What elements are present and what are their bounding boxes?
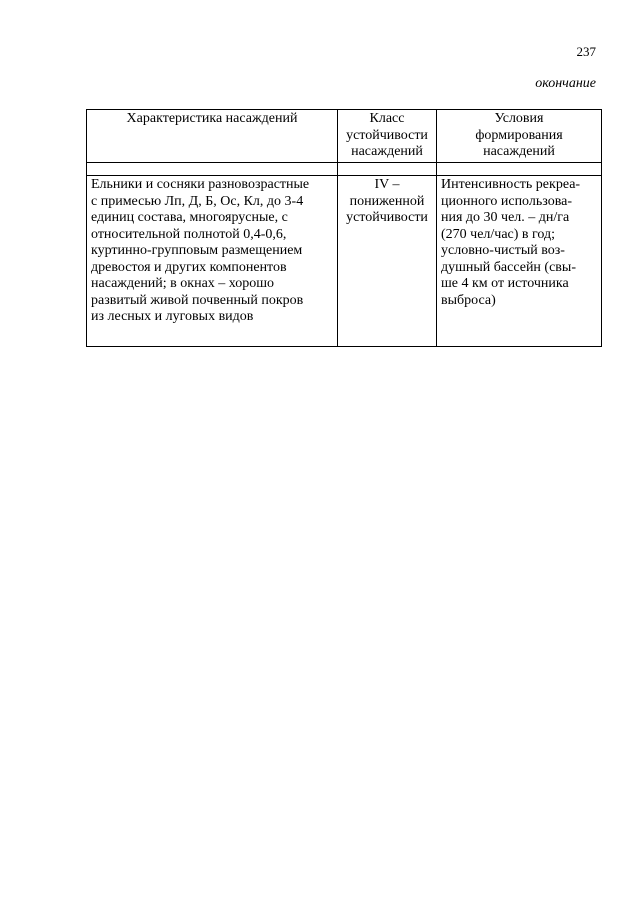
cell-line: устойчивости [346, 210, 428, 225]
cell-line: с примесью Лп, Д, Б, Ос, Кл, до 3-4 [91, 193, 304, 209]
table-spacer-row [87, 163, 602, 176]
cell-characteristic [87, 176, 338, 347]
header-line: формирования [475, 127, 563, 143]
cell-line: Ельники и сосняки разновозрастные [91, 177, 310, 192]
header-line: Характеристика насаждений [126, 111, 298, 126]
cell-line: куртинно-групповым размещением [91, 243, 303, 258]
cell-conditions [437, 176, 602, 347]
header-line: насаждений [483, 144, 555, 159]
header-characteristic [87, 110, 338, 163]
page-number: 237 [576, 44, 596, 59]
header-line: Условия [494, 111, 544, 126]
header-conditions [437, 110, 602, 163]
cell-line: древостоя и других компонентов [91, 259, 287, 275]
cell-line: из лесных и луговых видов [91, 309, 254, 324]
cell-line: пониженной [349, 193, 425, 209]
cell-line: выброса) [441, 292, 496, 308]
spacer-cell [338, 163, 437, 176]
cell-line: условно-чистый воз- [441, 243, 565, 258]
cell-stability-class [338, 176, 437, 347]
cell-line: Интенсивность рекреа- [441, 177, 581, 192]
header-stability-class [338, 110, 437, 163]
spacer-cell [437, 163, 602, 176]
table-header-row [87, 110, 602, 163]
continuation-label: окончание [535, 76, 596, 91]
spacer-cell [87, 163, 338, 176]
header-line: насаждений [351, 144, 423, 159]
cell-line: развитый живой почвенный покров [91, 292, 304, 308]
cell-line: относительной полнотой 0,4-0,6, [91, 226, 287, 242]
stability-table [86, 109, 602, 347]
header-line: Класс [369, 111, 405, 126]
cell-line: насаждений; в окнах – хорошо [91, 276, 275, 291]
cell-line: ционного использова- [441, 193, 572, 209]
cell-line: (270 чел/час) в год; [441, 226, 556, 242]
cell-line: единиц состава, многоярусные, с [91, 210, 288, 225]
cell-line: ше 4 км от источника [441, 276, 569, 291]
table-row [87, 176, 602, 347]
cell-line: IV – [374, 177, 400, 192]
header-line: устойчивости [346, 127, 428, 143]
cell-line: ния до 30 чел. – дн/га [441, 210, 570, 225]
cell-line: душный бассейн (свы- [441, 259, 576, 275]
